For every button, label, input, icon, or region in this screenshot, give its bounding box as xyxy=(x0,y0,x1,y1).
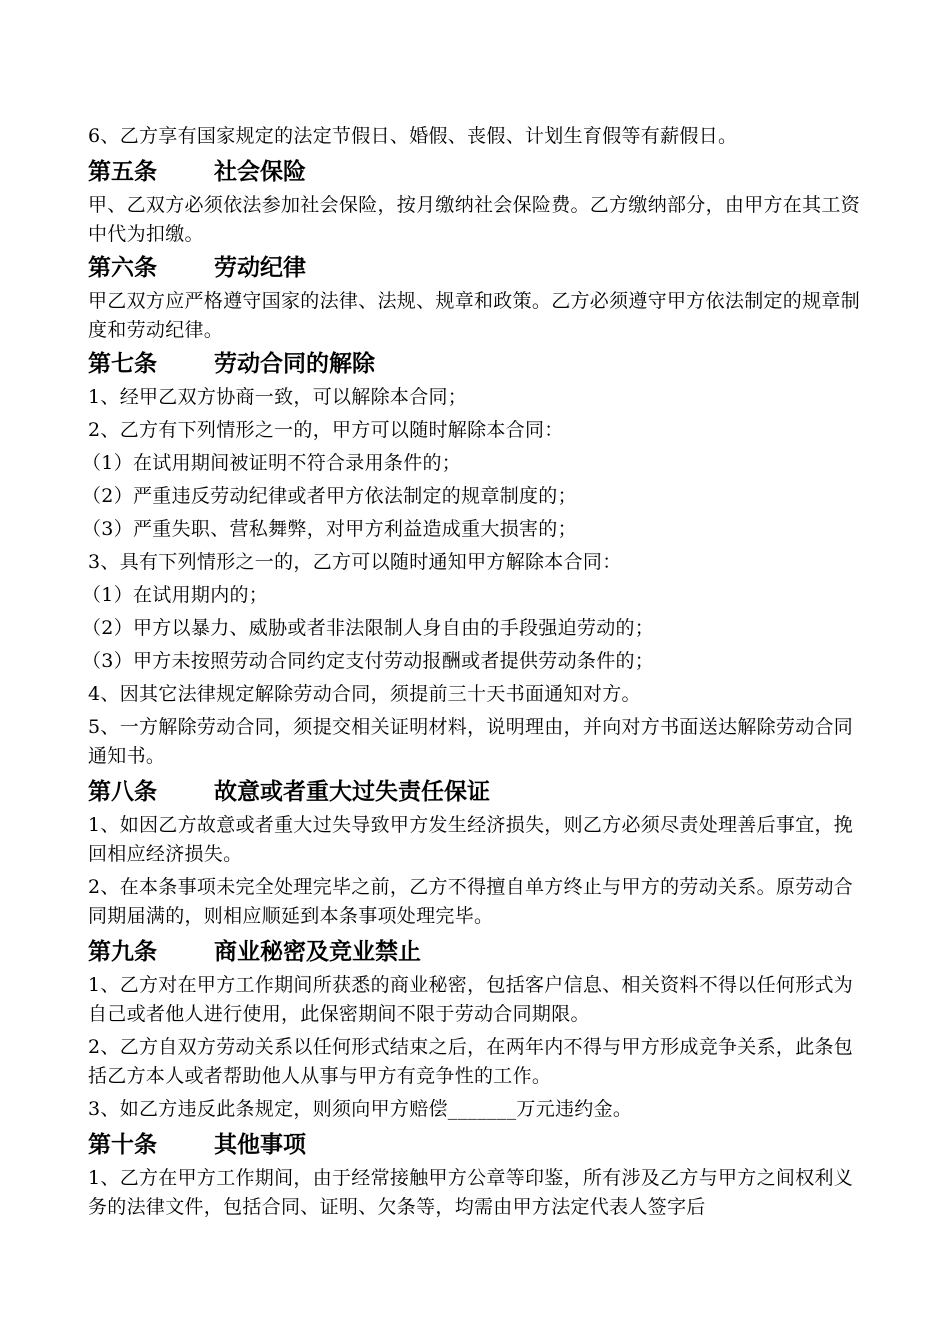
article-number: 第八条 xyxy=(88,779,157,805)
sub-clause: （2）严重违反劳动纪律或者甲方依法制定的规章制度的； xyxy=(82,485,577,507)
document-content xyxy=(82,122,868,1226)
clause-item: 1、如因乙方故意或者重大过失导致甲方发生经济损失，则乙方必须尽责处理善后事宜，挽回相应经济损失。 xyxy=(88,814,854,865)
clause-item: 1、乙方在甲方工作期间，由于经常接触甲方公章等印鉴，所有涉及乙方与甲方之间权利义务的法律文件，包括合同、证明、欠条等，均需由甲方法定代表人签字后 xyxy=(88,1167,854,1218)
article-paragraph: 甲、乙双方必须依法参加社会保险，按月缴纳社会保险费。乙方缴纳部分，由甲方在其工资中代为扣缴。 xyxy=(88,194,861,245)
article-heading xyxy=(88,775,868,809)
article-number: 第十条 xyxy=(88,1132,157,1158)
article-paragraph: 甲乙双方应严格遵守国家的法律、法规、规章和政策。乙方必须遵守甲方依法制定的规章制度和劳动纪律。 xyxy=(88,290,861,341)
sub-clause: （3）严重失职、营私舞弊，对甲方利益造成重大损害的； xyxy=(82,518,577,540)
article-heading xyxy=(88,1128,868,1162)
article-heading xyxy=(88,251,868,285)
clause-item: 1、乙方对在甲方工作期间所获悉的商业秘密，包括客户信息、相关资料不得以任何形式为自己或者他人进行使用，此保密期间不限于劳动合同期限。 xyxy=(88,974,854,1025)
sub-clause: （3）甲方未按照劳动合同约定支付劳动报酬或者提供劳动条件的； xyxy=(82,650,655,672)
article-number: 第七条 xyxy=(88,351,157,377)
clause-item: 2、乙方有下列情形之一的，甲方可以随时解除本合同： xyxy=(88,419,564,441)
clause-item: 2、在本条事项未完全处理完毕之前，乙方不得擅自单方终止与甲方的劳动关系。原劳动合同期届满的，则相应顺延到本条事项处理完毕。 xyxy=(88,876,854,927)
clause-item: 2、乙方自双方劳动关系以任何形式结束之后，在两年内不得与甲方形成竞争关系，此条包括乙方本人或者帮助他人从事与甲方有竞争性的工作。 xyxy=(88,1036,854,1087)
article-number: 第五条 xyxy=(88,159,157,185)
clause-item: 5、一方解除劳动合同，须提交相关证明材料，说明理由，并向对方书面送达解除劳动合同通知书。 xyxy=(88,716,854,767)
sub-clause: （1）在试用期内的； xyxy=(82,584,269,606)
clause-item: 4、因其它法律规定解除劳动合同，须提前三十天书面通知对方。 xyxy=(88,683,641,705)
article-heading xyxy=(88,347,868,381)
article-number: 第六条 xyxy=(88,255,157,281)
clause-item: 6、乙方享有国家规定的法定节假日、婚假、丧假、计划生育假等有薪假日。 xyxy=(88,125,738,147)
article-title: 劳动合同的解除 xyxy=(214,351,375,377)
clause-item: 3、如乙方违反此条规定，则须向甲方赔偿_______万元违约金。 xyxy=(88,1098,633,1120)
clause-item: 1、经甲乙双方协商一致，可以解除本合同； xyxy=(88,386,468,408)
article-title: 其他事项 xyxy=(214,1132,306,1158)
article-title: 商业秘密及竞业禁止 xyxy=(214,939,421,965)
sub-clause: （2）甲方以暴力、威胁或者非法限制人身自由的手段强迫劳动的； xyxy=(82,617,655,639)
sub-clause: （1）在试用期间被证明不符合录用条件的； xyxy=(82,452,462,474)
article-title: 劳动纪律 xyxy=(214,255,306,281)
clause-item: 3、具有下列情形之一的，乙方可以随时通知甲方解除本合同： xyxy=(88,551,622,573)
article-heading xyxy=(88,935,868,969)
article-title: 社会保险 xyxy=(214,159,306,185)
article-number: 第九条 xyxy=(88,939,157,965)
article-title: 故意或者重大过失责任保证 xyxy=(214,779,490,805)
article-heading xyxy=(88,155,868,189)
